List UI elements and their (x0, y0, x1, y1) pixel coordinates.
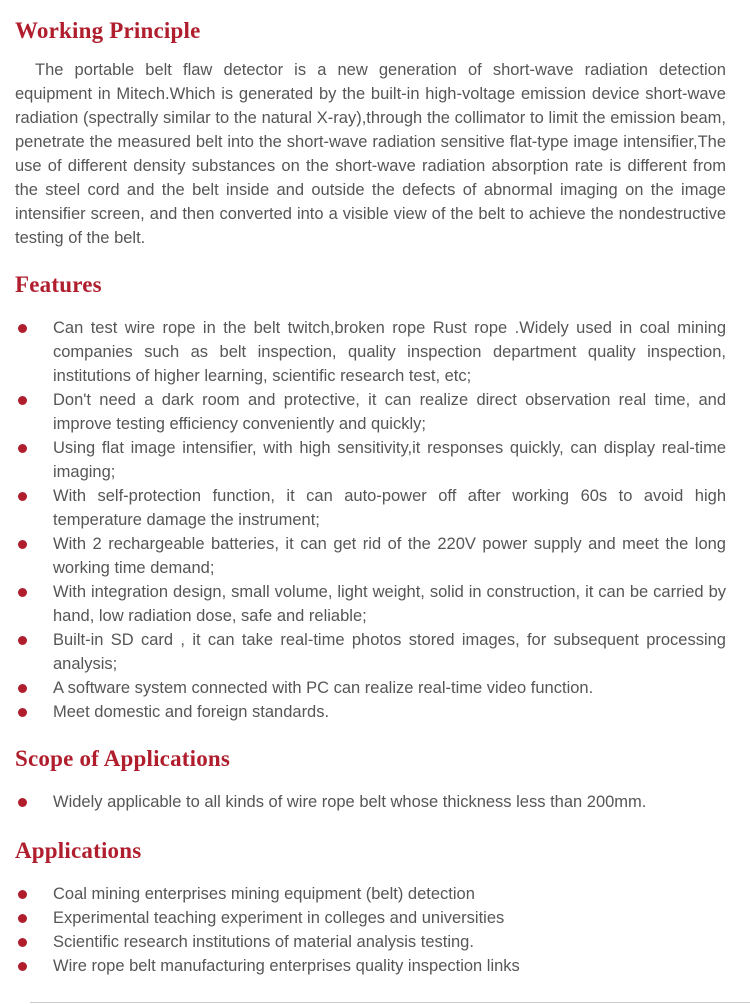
bullet-icon (18, 636, 27, 645)
bullet-text: Can test wire rope in the belt twitch,broken rope Rust rope .Widely used in coal mining companies such as belt inspection, quality inspection department quality inspection, institutions of higher learning, scientific research test, etc; (53, 319, 726, 385)
bullet-text: Widely applicable to all kinds of wire rope belt whose thickness less than 200mm. (53, 793, 647, 811)
bullet-icon (18, 798, 27, 807)
section-scope-of-applications (15, 746, 726, 814)
bullet-text: A software system connected with PC can realize real-time video function. (53, 679, 594, 697)
bullet-icon (18, 444, 27, 453)
list-item (15, 906, 726, 930)
bottom-divider (30, 1002, 750, 1003)
bullet-text: With self-protection function, it can auto-power off after working 60s to avoid high temperature damage the instrument; (53, 487, 726, 529)
bullet-icon (18, 938, 27, 947)
section-working-principle (15, 18, 726, 250)
bullet-text: Don't need a dark room and protective, it can realize direct observation real time, and improve testing efficiency conveniently and quickly; (53, 391, 726, 433)
bullet-text: Wire rope belt manufacturing enterprises quality inspection links (53, 957, 520, 975)
bullet-icon (18, 708, 27, 717)
section-heading: Features (15, 272, 102, 297)
bullet-icon (18, 324, 27, 333)
list-item (15, 882, 726, 906)
list-item (15, 580, 726, 628)
bullet-icon (18, 396, 27, 405)
list-item (15, 628, 726, 676)
bullet-text: Scientific research institutions of material analysis testing. (53, 933, 474, 951)
body-paragraph: The portable belt flaw detector is a new generation of short-wave radiation detection equipment in Mitech.Which is generated by the built-in high-voltage emission device short-wave radiation (spectrally similar to the natural X-ray),through the collimator to limit the emission beam, penetrate the measured belt into the short-wave radiation sensitive flat-type image intensifier,The use of different density substances on the short-wave radiation absorption rate is different from the steel cord and the belt inside and outside the defects of abnormal imaging on the image intensifier screen, and then converted into a visible view of the belt to achieve the nondestructive testing of the belt. (15, 61, 726, 247)
bullet-icon (18, 914, 27, 923)
list-item (15, 700, 726, 724)
bullet-icon (18, 588, 27, 597)
bullet-text: Experimental teaching experiment in colleges and universities (53, 909, 505, 927)
list-item (15, 954, 726, 978)
bullet-list (15, 790, 726, 814)
section-heading: Scope of Applications (15, 746, 231, 771)
bullet-icon (18, 540, 27, 549)
section-applications (15, 838, 726, 978)
list-item (15, 790, 726, 814)
list-item (15, 436, 726, 484)
list-item (15, 676, 726, 700)
list-item (15, 930, 726, 954)
bullet-text: With 2 rechargeable batteries, it can get rid of the 220V power supply and meet the long working time demand; (53, 535, 726, 577)
list-item (15, 484, 726, 532)
bullet-text: Built-in SD card , it can take real-time photos stored images, for subsequent processing analysis; (53, 631, 726, 673)
bullet-icon (18, 890, 27, 899)
bullet-icon (18, 962, 27, 971)
bullet-icon (18, 684, 27, 693)
section-heading: Working Principle (15, 18, 201, 43)
bullet-text: With integration design, small volume, light weight, solid in construction, it can be carried by hand, low radiation dose, safe and reliable; (53, 583, 726, 625)
bullet-text: Meet domestic and foreign standards. (53, 703, 330, 721)
product-description-page (0, 18, 750, 978)
section-heading: Applications (15, 838, 142, 863)
bullet-list (15, 316, 726, 724)
bullet-text: Coal mining enterprises mining equipment (belt) detection (53, 885, 475, 903)
section-features (15, 272, 726, 724)
bullet-icon (18, 492, 27, 501)
list-item (15, 388, 726, 436)
bullet-text: Using flat image intensifier, with high sensitivity,it responses quickly, can display real-time imaging; (53, 439, 726, 481)
list-item (15, 316, 726, 388)
list-item (15, 532, 726, 580)
bullet-list (15, 882, 726, 978)
